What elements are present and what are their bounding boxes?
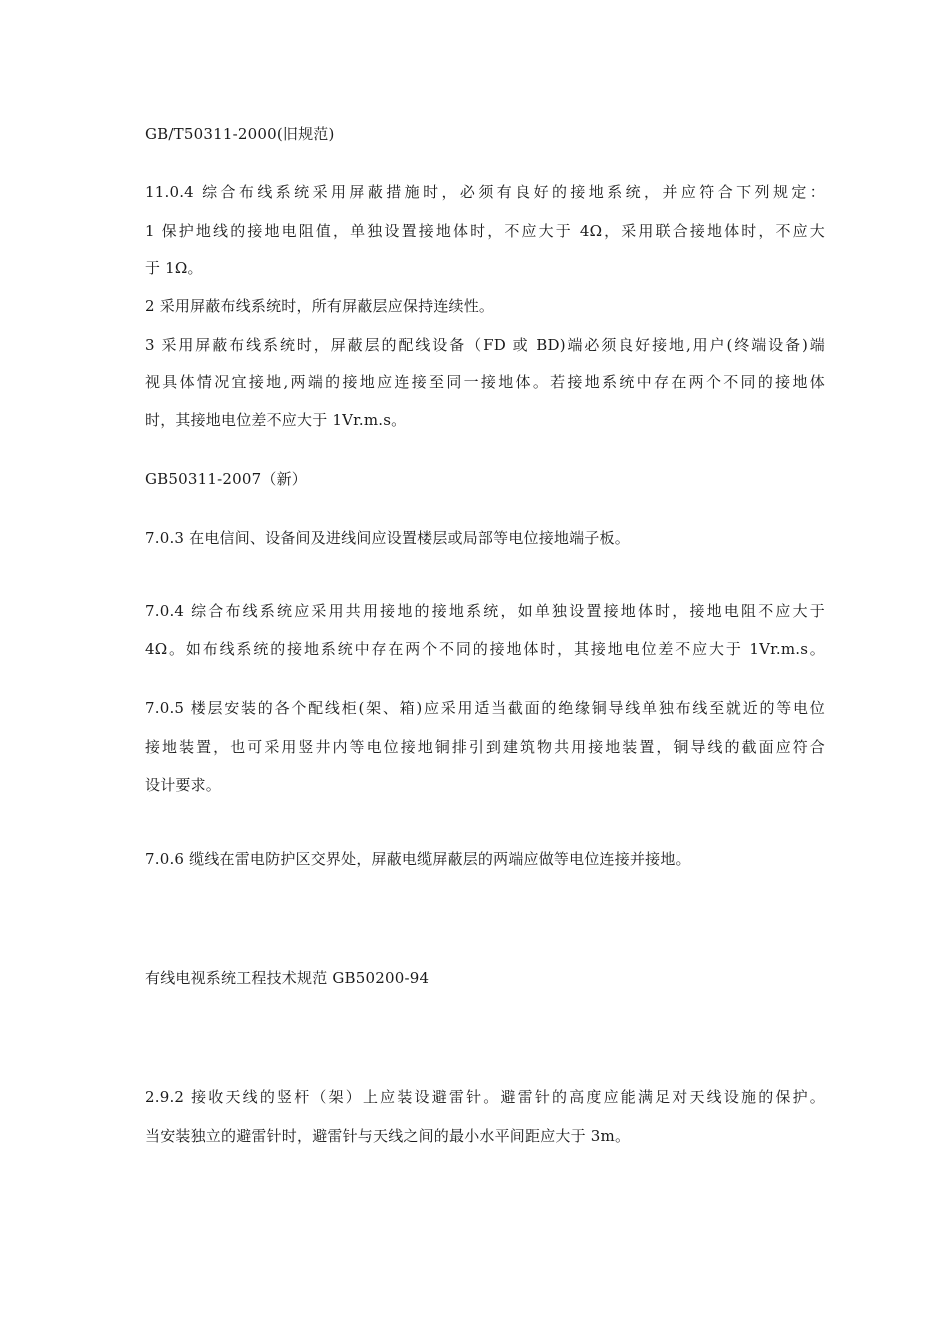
- old-spec-heading: GB/T50311-2000(旧规范): [145, 125, 335, 143]
- clause-7-0-5-line-3: 设计要求。: [145, 776, 222, 794]
- item-1-line-2: 于 1Ω。: [145, 259, 203, 277]
- clause-7-0-6: 7.0.6 缆线在雷电防护区交界处，屏蔽电缆屏蔽层的两端应做等电位连接并接地。: [145, 850, 691, 868]
- clause-7-0-5-line-1: 7.0.5 楼层安装的各个配线柜(架、箱)应采用适当截面的绝缘铜导线单独布线至就近的等电位: [145, 699, 825, 717]
- item-2: 2 采用屏蔽布线系统时，所有屏蔽层应保持连续性。: [145, 297, 495, 315]
- clause-7-0-4-line-2: 4Ω。如布线系统的接地系统中存在两个不同的接地体时，其接地电位差不应大于 1Vr.m.s。: [145, 640, 825, 658]
- item-3-line-1: 3 采用屏蔽布线系统时，屏蔽层的配线设备（FD 或 BD)端必须良好接地,用户(终端设备)端: [145, 336, 825, 354]
- clause-7-0-3: 7.0.3 在电信间、设备间及进线间应设置楼层或局部等电位接地端子板。: [145, 529, 630, 547]
- catv-spec-heading: 有线电视系统工程技术规范 GB50200-94: [145, 969, 430, 987]
- clause-7-0-5-line-2: 接地装置，也可采用竖井内等电位接地铜排引到建筑物共用接地装置，铜导线的截面应符合: [145, 738, 825, 756]
- clause-11-0-4: 11.0.4 综合布线系统采用屏蔽措施时，必须有良好的接地系统，并应符合下列规定：: [145, 183, 825, 201]
- clause-2-9-2-line-2: 当安装独立的避雷针时，避雷针与天线之间的最小水平间距应大于 3m。: [145, 1127, 631, 1145]
- clause-2-9-2-line-1: 2.9.2 接收天线的竖杆（架）上应装设避雷针。避雷针的高度应能满足对天线设施的保护。: [145, 1088, 825, 1106]
- item-3-line-3: 时，其接地电位差不应大于 1Vr.m.s。: [145, 411, 407, 429]
- new-spec-heading: GB50311-2007（新）: [145, 470, 307, 488]
- item-1-line-1: 1 保护地线的接地电阻值，单独设置接地体时，不应大于 4Ω，采用联合接地体时，不应大: [145, 222, 825, 240]
- item-3-line-2: 视具体情况宜接地,两端的接地应连接至同一接地体。若接地系统中存在两个不同的接地体: [145, 373, 825, 391]
- clause-7-0-4-line-1: 7.0.4 综合布线系统应采用共用接地的接地系统，如单独设置接地体时，接地电阻不应大于: [145, 602, 825, 620]
